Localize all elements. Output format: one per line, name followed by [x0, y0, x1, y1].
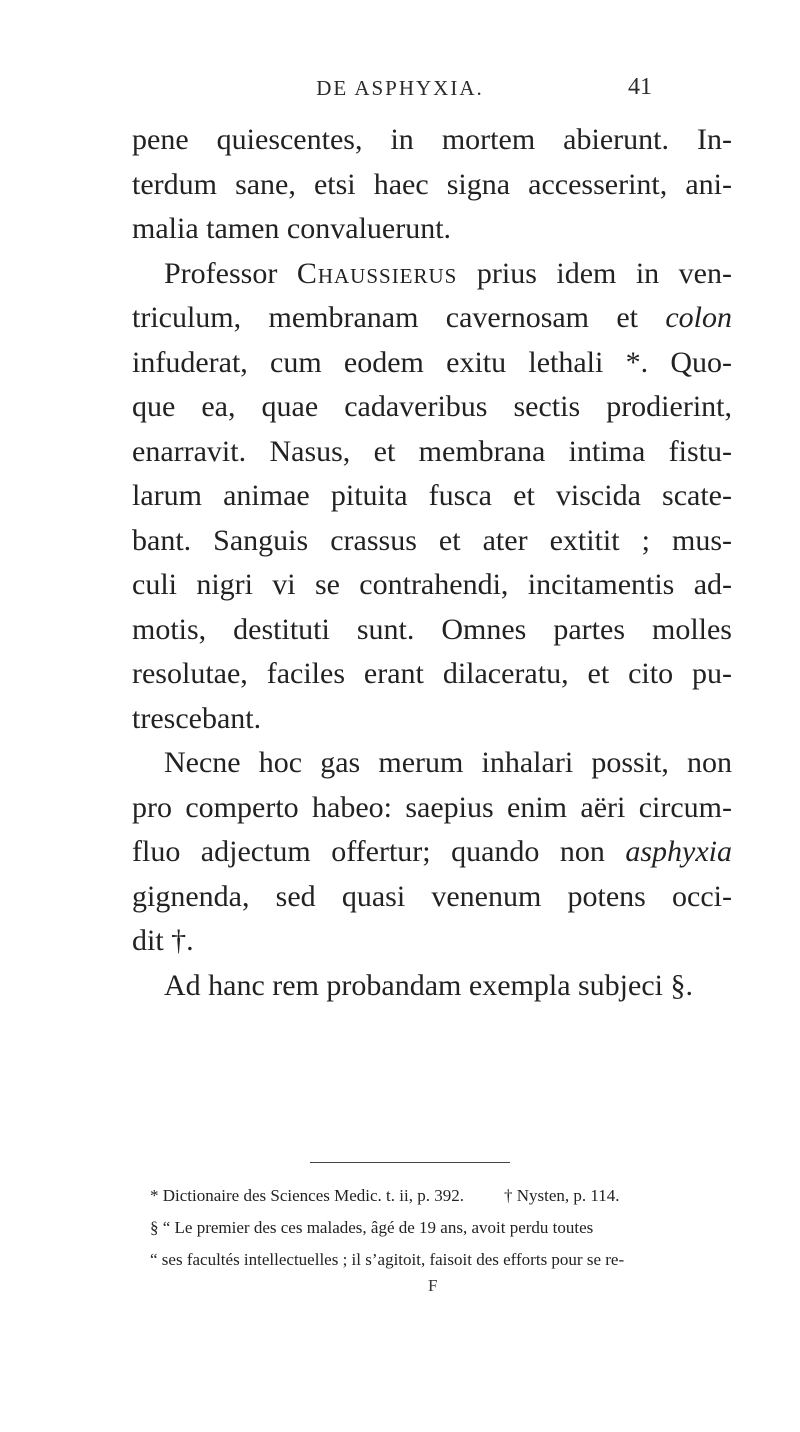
- text-line: enarravit. Nasus, et membrana intima fistu-: [132, 434, 732, 468]
- text-line: dit †.: [132, 924, 194, 957]
- text-line: gignenda, sed quasi venenum potens occi-: [132, 879, 732, 913]
- text-line: que ea, quae cadaveribus sectis prodierint,: [132, 390, 732, 423]
- footnote-line: § “ Le premier des ces malades, âgé de 19 ans, avoit perdu toutes: [150, 1218, 594, 1237]
- text-fragment: prius idem in ven-: [457, 256, 732, 290]
- footnote-dictionaire: * Dictionaire des Sciences Medic. t. ii, p. 392.: [150, 1186, 464, 1205]
- author-name: Chaussierus: [296, 256, 458, 290]
- footnote-line: “ ses facultés intellectuelles ; il s’agitoit, faisoit des efforts pour se re-: [150, 1250, 625, 1269]
- footnote-nysten: † Nysten, p. 114.: [503, 1186, 620, 1205]
- text-line: pro comperto habeo: saepius enim aëri circum-: [132, 790, 732, 824]
- text-fragment: Professor: [164, 256, 297, 290]
- text-line: resolutae, faciles erant dilaceratu, et cito pu-: [132, 657, 732, 690]
- text-line: [132, 296, 732, 341]
- text-line: [132, 252, 732, 297]
- text-line: terdum sane, etsi haec signa accesserint, ani-: [132, 167, 732, 201]
- text-line: trescebant.: [132, 701, 262, 735]
- text-line: larum animae pituita fusca et viscida scate-: [132, 479, 732, 512]
- text-line: Necne hoc gas merum inhalari possit, non: [164, 746, 732, 779]
- text-line: motis, destituti sunt. Omnes partes molles: [132, 612, 732, 646]
- text-line: malia tamen convaluerunt.: [132, 212, 452, 245]
- text-line: Ad hanc rem probandam exempla subjeci §.: [164, 968, 693, 1002]
- text-line: [132, 830, 732, 875]
- footnote-line: [150, 1180, 736, 1212]
- text-fragment: fluo adjectum offertur; quando non: [132, 835, 626, 868]
- text-line: infuderat, cum eodem exitu lethali *. Quo-: [132, 345, 732, 379]
- italic-term: colon: [665, 301, 732, 334]
- footnotes: [150, 1180, 736, 1276]
- signature-mark: F: [428, 1276, 438, 1295]
- text-line: bant. Sanguis crassus et ater extitit ; mus-: [132, 523, 732, 557]
- running-head: DE ASPHYXIA.: [316, 76, 484, 100]
- page-number: 41: [628, 74, 652, 100]
- body-text: [132, 118, 732, 1008]
- text-line: culi nigri vi se contrahendi, incitamentis ad-: [132, 568, 732, 601]
- text-line: pene quiescentes, in mortem abierunt. In-: [132, 123, 732, 156]
- footnote-rule: [310, 1162, 510, 1163]
- italic-term: asphyxia: [625, 835, 732, 868]
- text-fragment: triculum, membranam cavernosam et: [132, 301, 666, 334]
